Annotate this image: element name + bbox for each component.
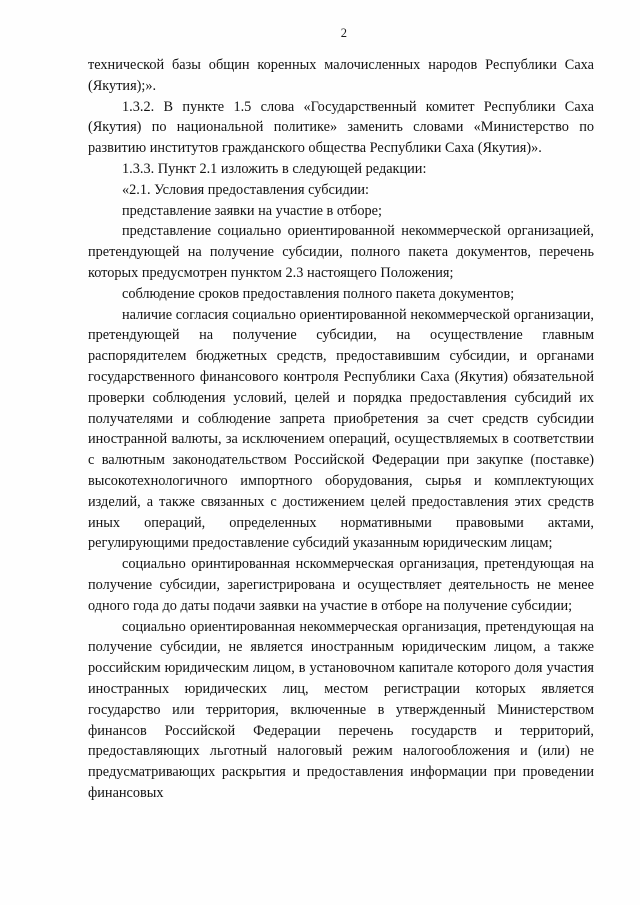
paragraph: 1.3.2. В пункте 1.5 слова «Государственный комитет Республики Саха (Якутия) по национальной политике» заменить словами «Министерство по развитию институтов гражданского общества Республики Саха (Якутия)».	[88, 98, 594, 157]
paragraph: социально ориентированная некоммерческая организация, претендующая на получение субсидии, не является иностранным юридическим лицом, а также российским юридическим лицом, в установочном капитале которого доля участия иностранных юридических лиц, местом регистрации которых является государство или территория, включенные в утвержденный Министерством финансов Российской Федерации перечень государств и территорий, предоставляющих льготный налоговый режим налогообложения и (или) не предусматривающих раскрытия и предоставления информации при проведении финансовых	[88, 618, 594, 801]
paragraph: представление заявки на участие в отборе;	[122, 202, 382, 219]
document-body	[88, 55, 594, 804]
page-number: 2	[340, 26, 348, 40]
paragraph: наличие согласия социально ориентированной некоммерческой организации, претендующей на получение субсидии, на осуществление главным распорядителем бюджетных средств, предоставившим субсидии, и органами государственного финансового контроля Республики Саха (Якутия) обязательной проверки соблюдения условий, целей и порядка предоставления субсидий их получателями и соблюдение запрета приобретения за счет средств субсидии иностранной валюты, за исключением операций, осуществляемых в соответствии с валютным законодательством Российской Федерации при закупке (поставке) высокотехнологичного импортного оборудования, сырья и комплектующих изделий, а также связанных с достижением целей предоставления этих средств иных операций, определенных нормативными правовыми актами, регулирующими предоставление субсидий указанным юридическим лицам;	[88, 306, 594, 552]
paragraph: технической базы общин коренных малочисленных народов Республики Саха (Якутия);».	[88, 57, 594, 94]
paragraph: представление социально ориентированной некоммерческой организацией, претендующей на получение субсидии, полного пакета документов, перечень которых предусмотрен пунктом 2.3 настоящего Положения;	[88, 223, 594, 281]
paragraph: 1.3.3. Пункт 2.1 изложить в следующей редакции:	[122, 160, 427, 177]
paragraph: социально оринтированная нскоммерческая организация, претендующая на получение субсидии, зарегистрирована и осуществляет деятельность не менее одного года до даты подачи заявки на участие в отборе на получение субсидии;	[88, 556, 594, 614]
paragraph: «2.1. Условия предоставления субсидии:	[122, 181, 370, 198]
paragraph: соблюдение сроков предоставления полного пакета документов;	[122, 285, 515, 302]
